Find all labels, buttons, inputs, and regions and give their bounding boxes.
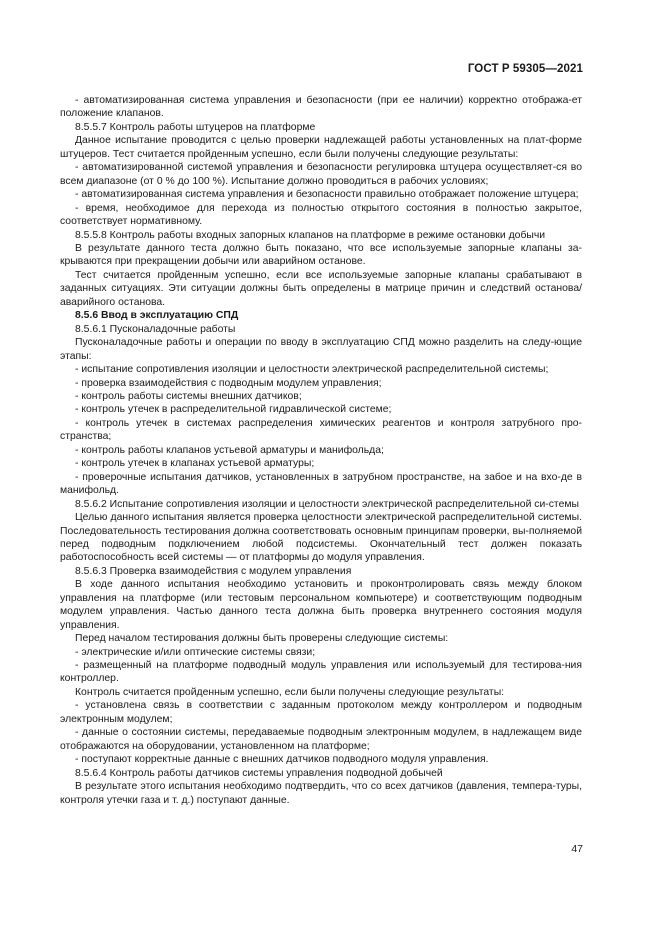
paragraph: - контроль утечек в системах распределения химических реагентов и контроля затрубного про-странства; [60,417,582,443]
paragraph: - контроль утечек в распределительной гидравлической системе; [75,404,392,416]
paragraph: - контроль работы системы внешних датчиков; [75,390,302,402]
paragraph: - размещенный на платформе подводный модуль управления или используемый для тестирова-ния контроллер. [60,660,582,685]
document-body [60,94,582,807]
paragraph: - автоматизированной системой управления и безопасности регулировка штуцера осуществляет-ся во всем диапазоне (от 0 % до 100 %). Испытание должно проводиться в рабочих условиях; [60,162,582,187]
paragraph: - время, необходимое для перехода из полностью открытого состояния в полностью закрытое, соответствует нормативному. [60,202,582,228]
paragraph: 8.5.6.1 Пусконаладочные работы [75,323,236,335]
paragraph: Контроль считается пройденным успешно, если были получены следующие результаты: [75,686,505,698]
paragraph: 8.5.6.4 Контроль работы датчиков системы управления подводной добычей [75,767,443,779]
paragraph: - установлена связь в соответствии с заданным протоколом между контроллером и подводным электронным модулем; [60,700,582,725]
paragraph: 8.5.5.8 Контроль работы входных запорных клапанов на платформе в режиме остановки добычи [75,229,546,241]
paragraph: Перед началом тестирования должны быть проверены следующие системы: [75,633,449,645]
paragraph: В результате этого испытания необходимо подтвердить, что со всех датчиков (давления, темпера-туры, контроля утечки газа и т. д.) поступают данные. [60,781,582,806]
paragraph: - электрические и/или оптические системы связи; [75,646,316,658]
paragraph: Целью данного испытания является проверка целостности электрической распределительной системы. Последовательность тестирования должна соответствовать основным принципам проверки, вы-полняемой перед подводным подключением любой подсистемы. Окончательный тест должен показать работоспособность всей системы — от платформы до модуля управления. [60,512,582,564]
paragraph: - испытание сопротивления изоляции и целостности электрической распределительной системы; [75,364,549,376]
paragraph: Данное испытание проводится с целью проверки надлежащей работы установленных на плат-форме штуцеров. Тест считается пройденным успешно, если были получены следующие результаты: [60,135,582,160]
paragraph: Тест считается пройденным успешно, если все используемые запорные клапаны срабатывают в заданных ситуациях. Эти ситуации должны быть определены в матрице причин и следствий останова/ аварийного останова. [60,269,582,308]
paragraph: - контроль утечек в клапанах устьевой арматуры; [75,458,315,470]
paragraph: - автоматизированная система управления и безопасности (при ее наличии) корректно отобража-ет положение клапанов. [60,95,582,120]
paragraph: - поступают корректные данные с внешних датчиков подводного модуля управления. [75,754,489,766]
paragraph: 8.5.5.7 Контроль работы штуцеров на платформе [75,121,316,133]
paragraph: - контроль работы клапанов устьевой арматуры и манифольда; [75,444,384,456]
paragraph: В ходе данного испытания необходимо установить и проконтролировать связь между блоком управления на платформе (или тестовым персональном компьютере) и соответствующим подводным модулем управления. Частью данного теста должна быть проверка внутреннего состояния модуля управления. [60,579,582,631]
paragraph: - автоматизированная система управления и безопасности правильно отображает положение штуцера; [75,189,579,201]
page-number: 47 [571,843,583,855]
section-heading: 8.5.6 Ввод в эксплуатацию СПД [75,310,239,322]
paragraph: - данные о состоянии системы, передаваемые подводным электронным модулем, в надлежащем виде отображаются на оборудовании, установленном на платформе; [60,727,582,752]
paragraph: Пусконаладочные работы и операции по вводу в эксплуатацию СПД можно разделить на следу-ющие этапы: [60,337,582,362]
standard-id-header: ГОСТ Р 59305—2021 [467,63,583,75]
paragraph: 8.5.6.2 Испытание сопротивления изоляции и целостности электрической распределительной си-стемы [75,498,579,510]
paragraph: В результате данного теста должно быть показано, что все используемые запорные клапаны за-крываются при прекращении добычи или аварийном останове. [60,242,582,268]
paragraph: 8.5.6.3 Проверка взаимодействия с модулем управления [75,565,352,577]
paragraph: - проверочные испытания датчиков, установленных в затрубном пространстве, на забое и на вхо-де в манифольд. [60,471,582,497]
paragraph: - проверка взаимодействия с подводным модулем управления; [75,377,382,389]
